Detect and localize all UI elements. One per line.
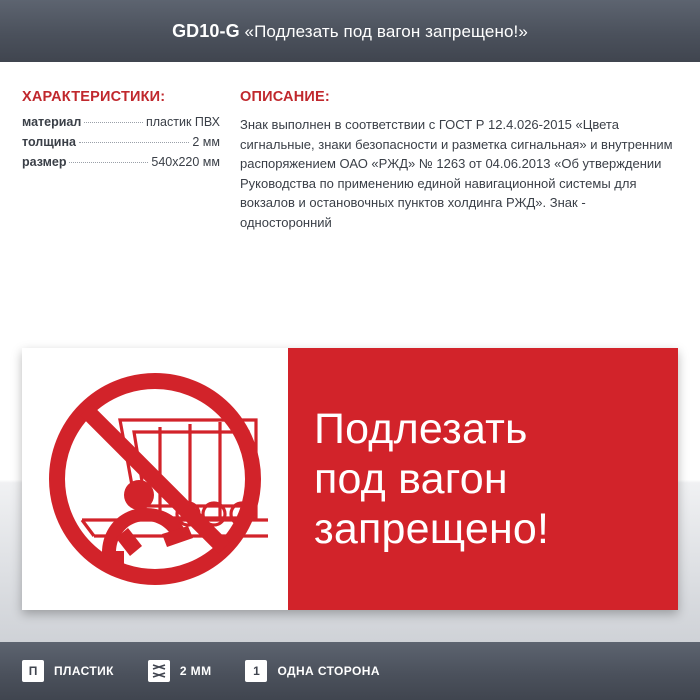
footer-bar (0, 642, 700, 700)
spec-dot-leader (79, 142, 189, 143)
spec-row (22, 155, 220, 169)
description-block (240, 89, 680, 232)
sign-text (314, 404, 549, 554)
footer-item-material (22, 660, 114, 682)
one-side-icon (245, 660, 267, 682)
footer-item-sides (245, 660, 379, 682)
page-title (172, 21, 528, 42)
spec-dot-leader (84, 122, 143, 123)
spec-row (22, 135, 220, 149)
sign-text-line-1: Подлезать (314, 405, 528, 453)
spec-dot-leader (69, 162, 148, 163)
sign-text-panel (288, 348, 678, 610)
spec-label: толщина (22, 135, 76, 149)
header-bar (0, 0, 700, 62)
footer-label-material: ПЛАСТИК (54, 664, 114, 678)
product-title: «Подлезать под вагон запрещено!» (244, 21, 528, 41)
spec-label: размер (22, 155, 67, 169)
plastic-icon-glyph: П (28, 664, 38, 678)
info-section (0, 62, 700, 330)
footer-label-sides: ОДНА СТОРОНА (277, 664, 380, 678)
description-title: ОПИСАНИЕ: (240, 89, 330, 105)
product-code: GD10-G (172, 20, 240, 41)
spec-value: пластик ПВХ (145, 115, 220, 129)
sign-text-line-3: запрещено! (314, 505, 550, 553)
sign-pictogram-panel (22, 348, 288, 610)
thickness-icon (148, 660, 170, 682)
spec-value: 540х220 мм (151, 155, 220, 169)
description-text: Знак выполнен в соответствии с ГОСТ Р 12.4.026-2015 «Цвета сигнальные, знаки безопасности и разметка сигнальная» и внутренним распоряжением ОАО «РЖД» № 1263 от 04.06.2013 «Об утверждении Руководства по применению единой навигационной системы для вокзалов и остановочных пунктов холдинга РЖД». Знак - односторонний (240, 117, 673, 230)
safety-sign (22, 348, 678, 610)
spec-label: материал (22, 115, 82, 129)
description-body (240, 115, 680, 232)
footer-item-thickness (148, 660, 212, 682)
one-side-icon-glyph: 1 (253, 664, 260, 678)
product-preview-area (0, 330, 700, 642)
no-crawling-under-railcar-icon (42, 368, 268, 590)
plastic-icon (22, 660, 44, 682)
specifications-title: ХАРАКТЕРИСТИКИ: (22, 89, 166, 105)
sign-text-line-2: под вагон (314, 455, 508, 503)
thickness-icon-glyph (151, 663, 167, 679)
specifications-block (22, 89, 220, 175)
footer-label-thickness: 2 ММ (179, 664, 212, 678)
spec-row (22, 115, 220, 129)
spec-value: 2 мм (192, 135, 220, 149)
